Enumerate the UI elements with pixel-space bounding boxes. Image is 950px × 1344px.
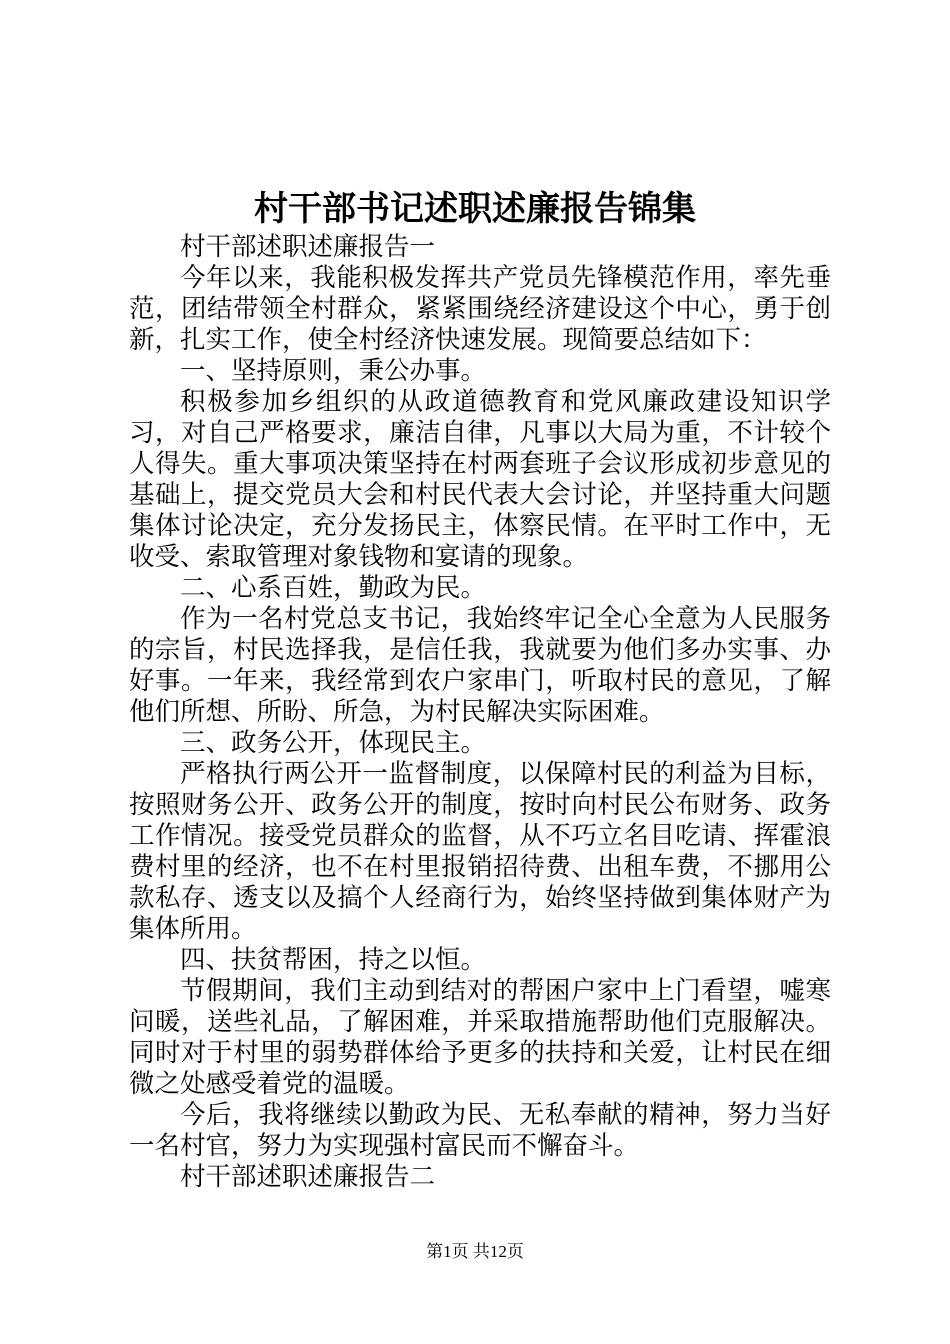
section-heading-report-two: 村干部述职述廉报告二 xyxy=(180,1162,436,1192)
section-heading-principle: 一、坚持原则，秉公办事。 xyxy=(180,356,487,386)
section-heading-report-one: 村干部述职述廉报告一 xyxy=(180,232,436,262)
paragraph-openness: 严格执行两公开一监督制度，以保障村民的利益为目标，按照财务公开、政务公开的制度，按时向村民公布财务、政务工作情况。接受党员群众的监督，从不巧立名目吃请、挥霍浪费村里的经济，也不在村里报销招待费、出租车费，不挪用公款私存、透支以及搞个人经商行为，始终坚持做到集体财产为集体所用。 xyxy=(129,759,831,944)
paragraph-people: 作为一名村党总支书记，我始终牢记全心全意为人民服务的宗旨，村民选择我，是信任我，我就要为他们多办实事、办好事。一年来，我经常到农户家串门，听取村民的意见，了解他们所想、所盼、所急，为村民解决实际困难。 xyxy=(129,604,831,727)
section-heading-openness: 三、政务公开，体现民主。 xyxy=(180,728,487,758)
section-heading-poverty-aid: 四、扶贫帮困，持之以恒。 xyxy=(180,945,487,975)
page-number-footer: 第1页 共12页 xyxy=(426,1242,524,1261)
paragraph-principle: 积极参加乡组织的从政道德教育和党风廉政建设知识学习，对自己严格要求，廉洁自律，凡事以大局为重，不计较个人得失。重大事项决策坚持在村两套班子会议形成初步意见的基础上，提交党员大会和村民代表大会讨论，并坚持重大问题集体讨论决定，充分发扬民主，体察民情。在平时工作中，无收受、索取管理对象钱物和宴请的现象。 xyxy=(129,387,831,572)
paragraph-poverty-aid: 节假期间，我们主动到结对的帮困户家中上门看望，嘘寒问暖，送些礼品，了解困难，并采取措施帮助他们克服解决。同时对于村里的弱势群体给予更多的扶持和关爱，让村民在细微之处感受着党的温暖。 xyxy=(129,976,831,1099)
document-title: 村干部书记述职述廉报告锦集 xyxy=(254,189,696,229)
paragraph-conclusion: 今后，我将继续以勤政为民、无私奉献的精神，努力当好一名村官，努力为实现强村富民而不懈奋斗。 xyxy=(129,1100,831,1161)
document-body xyxy=(129,232,831,1193)
paragraph-intro: 今年以来，我能积极发挥共产党员先锋模范作用，率先垂范，团结带领全村群众，紧紧围绕经济建设这个中心，勇于创新，扎实工作，使全村经济快速发展。现简要总结如下： xyxy=(129,263,831,355)
section-heading-people: 二、心系百姓，勤政为民。 xyxy=(180,573,487,603)
